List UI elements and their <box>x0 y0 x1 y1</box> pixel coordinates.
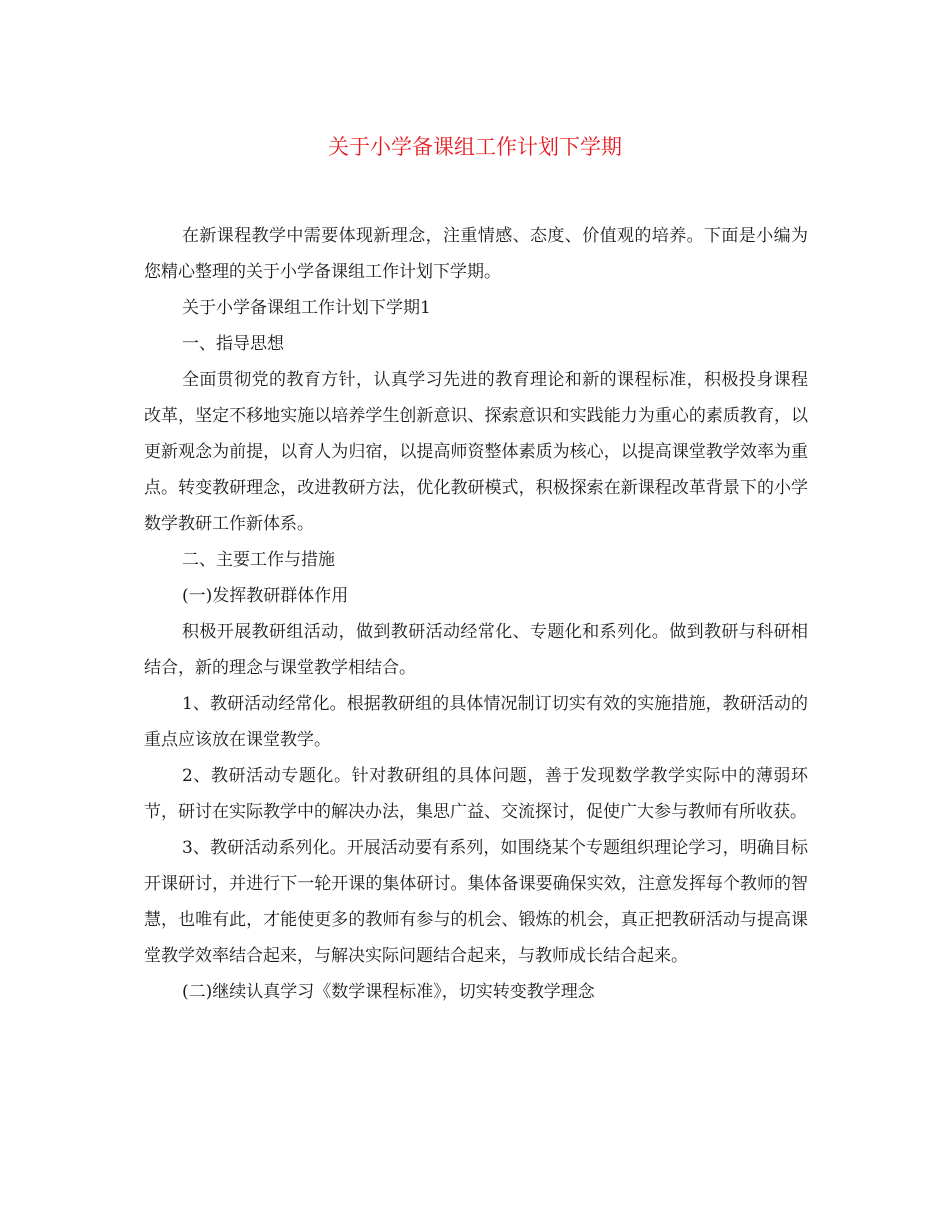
section-heading-plan-1: 关于小学备课组工作计划下学期1 <box>182 298 431 318</box>
subheading-group-role: (一)发挥教研群体作用 <box>182 586 349 606</box>
document-title: 关于小学备课组工作计划下学期 <box>328 135 622 159</box>
intro-paragraph: 在新课程教学中需要体现新理念，注重情感、态度、价值观的培养。下面是小编为您精心整理的关于小学备课组工作计划下学期。 <box>144 226 808 282</box>
paragraph-item-1: 1、教研活动经常化。根据教研组的具体情况制订切实有效的实施措施，教研活动的重点应该放在课堂教学。 <box>144 694 808 750</box>
document-body <box>144 218 808 1010</box>
heading-guiding-ideology: 一、指导思想 <box>182 334 284 354</box>
subheading-curriculum-standards: (二)继续认真学习《数学课程标准》，切实转变教学理念 <box>182 982 595 1002</box>
paragraph-guiding-ideology: 全面贯彻党的教育方针，认真学习先进的教育理论和新的课程标准，积极投身课程改革，坚定不移地实施以培养学生创新意识、探索意识和实践能力为重心的素质教育，以更新观念为前提，以育人为归宿，以提高师资整体素质为核心，以提高课堂教学效率为重点。转变教研理念，改进教研方法，优化教研模式，积极探索在新课程改革背景下的小学数学教研工作新体系。 <box>144 370 808 534</box>
heading-main-work: 二、主要工作与措施 <box>182 550 335 570</box>
paragraph-item-3: 3、教研活动系列化。开展活动要有系列，如围绕某个专题组织理论学习，明确目标开课研讨，并进行下一轮开课的集体研讨。集体备课要确保实效，注意发挥每个教师的智慧，也唯有此，才能使更多的教师有参与的机会、锻炼的机会，真正把教研活动与提高课堂教学效率结合起来，与解决实际问题结合起来，与教师成长结合起来。 <box>144 838 808 966</box>
paragraph-group-activities: 积极开展教研组活动，做到教研活动经常化、专题化和系列化。做到教研与科研相结合，新的理念与课堂教学相结合。 <box>144 622 808 678</box>
paragraph-item-2: 2、教研活动专题化。针对教研组的具体问题，善于发现数学教学实际中的薄弱环节，研讨在实际教学中的解决办法，集思广益、交流探讨，促使广大参与教师有所收获。 <box>144 766 808 822</box>
